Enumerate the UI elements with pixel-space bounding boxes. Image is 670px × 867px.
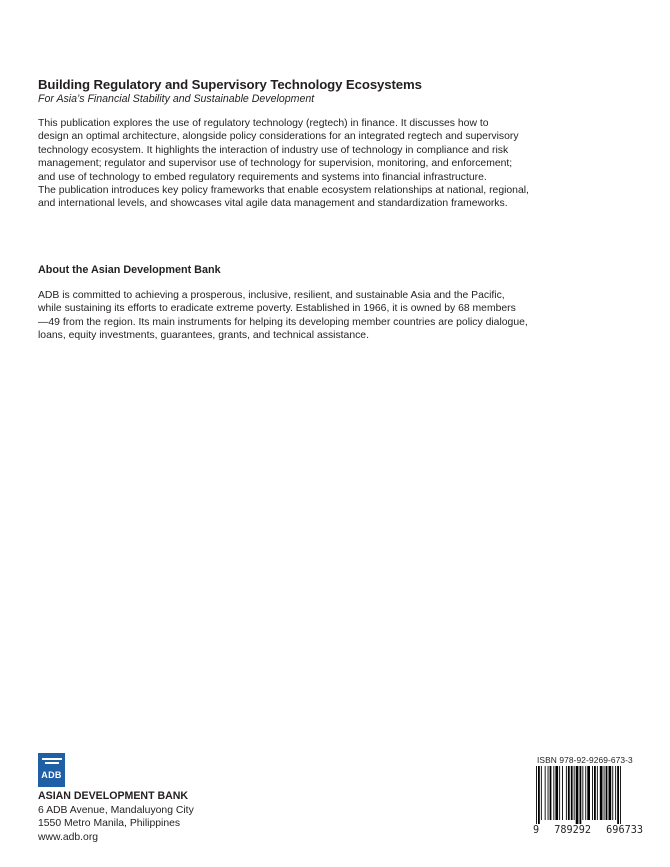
intro-line: design an optimal architecture, alongside policy considerations for an integrated regtech and supervisory (38, 131, 519, 143)
adb-logo (38, 753, 65, 787)
about-line: loans, equity investments, guarantees, grants, and technical assistance. (38, 330, 369, 342)
barcode-digits (533, 825, 643, 836)
barcode-digit-group: 789292 (554, 825, 592, 836)
logo-stripe (45, 762, 59, 764)
address-line: 1550 Metro Manila, Philippines (38, 818, 181, 830)
barcode-digit-group: 696733 (606, 825, 643, 836)
intro-line: This publication explores the use of regulatory technology (regtech) in finance. It discusses how to (38, 118, 489, 129)
barcode-icon (533, 766, 645, 824)
org-address (38, 804, 194, 844)
publication-title: Building Regulatory and Supervisory Technology Ecosystems (38, 77, 422, 92)
publication-subtitle: For Asia’s Financial Stability and Sustainable Development (38, 93, 315, 105)
barcode-digit-prefix: 9 (533, 825, 540, 836)
about-line: while sustaining its efforts to eradicate extreme poverty. Established in 1966, it is owned by 68 members (38, 303, 516, 315)
intro-paragraph (38, 117, 638, 211)
intro-line: The publication introduces key policy frameworks that enable ecosystem relationships at national, regional, (38, 185, 529, 197)
org-name: ASIAN DEVELOPMENT BANK (38, 790, 189, 802)
logo-text: ADB (41, 770, 62, 780)
isbn-label: ISBN 978-92-9269-673-3 (537, 755, 633, 765)
about-heading: About the Asian Development Bank (38, 264, 221, 276)
about-paragraph (38, 289, 638, 343)
intro-line: and use of technology to embed regulatory requirements and systems into financial infrastructure. (38, 171, 487, 183)
intro-line: management; regulator and supervisor use of technology for supervision, monitoring, and enforcement; (38, 158, 513, 170)
intro-line: technology ecosystem. It highlights the interaction of industry use of technology in compliance and risk (38, 144, 509, 156)
about-line: ADB is committed to achieving a prosperous, inclusive, resilient, and sustainable Asia and the Pacific, (38, 290, 505, 301)
address-line: 6 ADB Avenue, Mandaluyong City (38, 805, 194, 816)
website-link[interactable]: www.adb.org (38, 831, 99, 843)
about-line: —49 from the region. Its main instruments for helping its developing member countries are policy dialogue, (38, 316, 528, 328)
logo-stripe (42, 758, 62, 760)
intro-line: and international levels, and showcases vital agile data management and standardization frameworks. (38, 198, 508, 210)
